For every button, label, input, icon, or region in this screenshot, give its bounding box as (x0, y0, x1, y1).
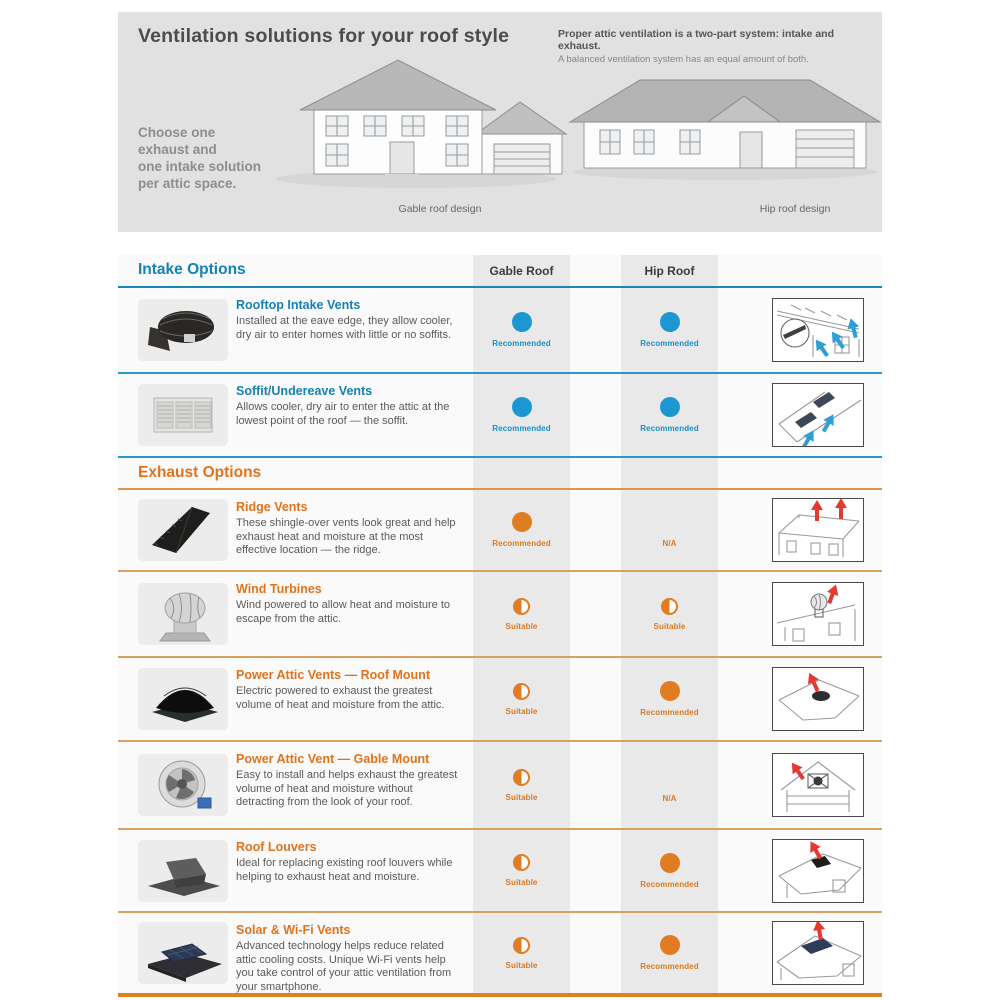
row-description: Electric powered to exhaust the greatest volume of heat and moisture from the attic. (236, 685, 445, 711)
hip-rating (621, 742, 718, 828)
intake-heading: Intake Options (138, 261, 246, 278)
gable-rating (473, 830, 570, 911)
gable-rating (473, 572, 570, 656)
rating-dot (512, 397, 532, 417)
rating-label: Suitable (505, 792, 538, 802)
eave-intake-diagram (772, 298, 864, 362)
exhaust-options-header (118, 458, 882, 490)
comparison-table (118, 255, 882, 997)
row-title: Power Attic Vent — Gable Mount (236, 752, 430, 766)
table-row (118, 490, 882, 572)
row-description: Easy to install and helps exhaust the greatest volume of heat and moisture without detracting from the look of your roof. (236, 769, 458, 808)
gable-rating (473, 374, 570, 456)
solar-exhaust-diagram (772, 921, 864, 985)
rating-label: Suitable (653, 621, 686, 631)
hip-rating (621, 288, 718, 372)
rating-label: Recommended (640, 424, 699, 433)
row-title: Soffit/Undereave Vents (236, 384, 373, 398)
hero-note-subtitle: A balanced ventilation system has an equal amount of both. (558, 54, 809, 65)
rating-dot (512, 512, 532, 532)
rating-label: Recommended (492, 339, 551, 348)
rating-dot (660, 853, 680, 873)
rating-dot (513, 937, 530, 954)
exhaust-heading: Exhaust Options (138, 464, 262, 481)
rating-dot (660, 397, 680, 417)
row-title: Rooftop Intake Vents (236, 298, 361, 312)
rating-dot (661, 598, 678, 615)
hero-intro-line: per attic space. (138, 176, 237, 191)
gable-rating (473, 288, 570, 372)
rating-dot (513, 598, 530, 615)
hero-section (118, 12, 882, 232)
rating-label: Suitable (505, 706, 538, 716)
rating-dot (660, 681, 680, 701)
row-description: These shingle-over vents look great and help exhaust heat and moisture at the most effective location — the ridge. (236, 517, 456, 556)
louver-exhaust-diagram (772, 839, 864, 903)
table-row (118, 658, 882, 742)
hero-note-title: Proper attic ventilation is a two-part system: intake and exhaust. (558, 28, 834, 52)
hip-rating (621, 374, 718, 456)
page-title: Ventilation solutions for your roof style (138, 25, 510, 47)
power-roof-mount-photo (138, 668, 228, 730)
row-title: Solar & Wi-Fi Vents (236, 923, 351, 937)
hip-roof-caption: Hip roof design (759, 203, 831, 215)
column-header-gable-roof: Gable Roof (489, 264, 554, 278)
table-row (118, 374, 882, 458)
rating-label: Recommended (640, 339, 699, 348)
wind-turbine-photo (138, 583, 228, 645)
row-description: Wind powered to allow heat and moisture to escape from the attic. (236, 599, 451, 625)
hero-intro-line: one intake solution (138, 159, 262, 174)
soffit-intake-diagram (772, 383, 864, 447)
row-description: Advanced technology helps reduce related attic cooling costs. Unique Wi-Fi vents help you take control of your attic ventilation from your smartphone. (236, 940, 452, 993)
gable-roof-caption: Gable roof design (398, 203, 482, 215)
rating-label: Suitable (505, 878, 538, 887)
rating-label: Recommended (492, 424, 551, 433)
rating-label: Suitable (505, 960, 538, 970)
row-description: Allows cooler, dry air to enter the attic at the lowest point of the roof — the soffit. (236, 401, 450, 427)
soffit-vent-photo (138, 384, 228, 446)
rating-label: Recommended (640, 879, 699, 889)
hero-intro-line: Choose one (138, 125, 216, 140)
hip-rating (621, 490, 718, 570)
table-row (118, 572, 882, 658)
row-title: Ridge Vents (236, 500, 308, 514)
hero-note (558, 28, 870, 65)
hero-intro-text (138, 124, 261, 192)
table-row (118, 913, 882, 997)
ridge-exhaust-diagram (772, 498, 864, 562)
gable-house-illustration (256, 52, 576, 192)
gable-rating (473, 913, 570, 993)
row-description: Ideal for replacing existing roof louvers while helping to exhaust heat and moisture. (236, 857, 453, 883)
rating-label: Recommended (492, 539, 551, 548)
hip-rating (621, 830, 718, 911)
hip-rating (621, 658, 718, 740)
hip-house-illustration (560, 64, 890, 184)
rating-dot (513, 769, 530, 786)
gable-rating (473, 742, 570, 828)
roof-louver-photo (138, 840, 228, 902)
roof-mount-exhaust-diagram (772, 667, 864, 731)
gable-mount-exhaust-diagram (772, 753, 864, 817)
solar-wifi-vent-photo (138, 922, 228, 984)
rating-dot (660, 935, 680, 955)
power-gable-mount-photo (138, 754, 228, 816)
rating-label: Recommended (640, 708, 699, 717)
turbine-exhaust-diagram (772, 582, 864, 646)
table-row (118, 742, 882, 830)
hip-rating (621, 572, 718, 656)
row-title: Roof Louvers (236, 840, 317, 854)
rating-dot (513, 683, 530, 700)
rating-dot (512, 312, 532, 332)
row-description: Installed at the eave edge, they allow cooler, dry air to enter homes with little or no soffits. (236, 315, 453, 341)
row-title: Wind Turbines (236, 582, 322, 596)
table-row (118, 288, 882, 374)
rooftop-intake-vent-photo (138, 299, 228, 361)
gable-rating (473, 490, 570, 570)
gable-rating (473, 658, 570, 740)
row-title: Power Attic Vents — Roof Mount (236, 668, 430, 682)
table-row (118, 830, 882, 913)
hero-intro-line: exhaust and (138, 142, 217, 157)
rating-label: N/A (662, 794, 677, 803)
intake-options-header (118, 255, 882, 288)
rating-dot (660, 312, 680, 332)
rating-label: Recommended (640, 962, 699, 971)
rating-label: Suitable (505, 621, 538, 631)
rating-dot (513, 854, 530, 871)
hip-rating (621, 913, 718, 993)
rating-label: N/A (662, 539, 677, 548)
column-header-hip-roof: Hip Roof (644, 264, 695, 278)
ridge-vent-photo (138, 499, 228, 561)
